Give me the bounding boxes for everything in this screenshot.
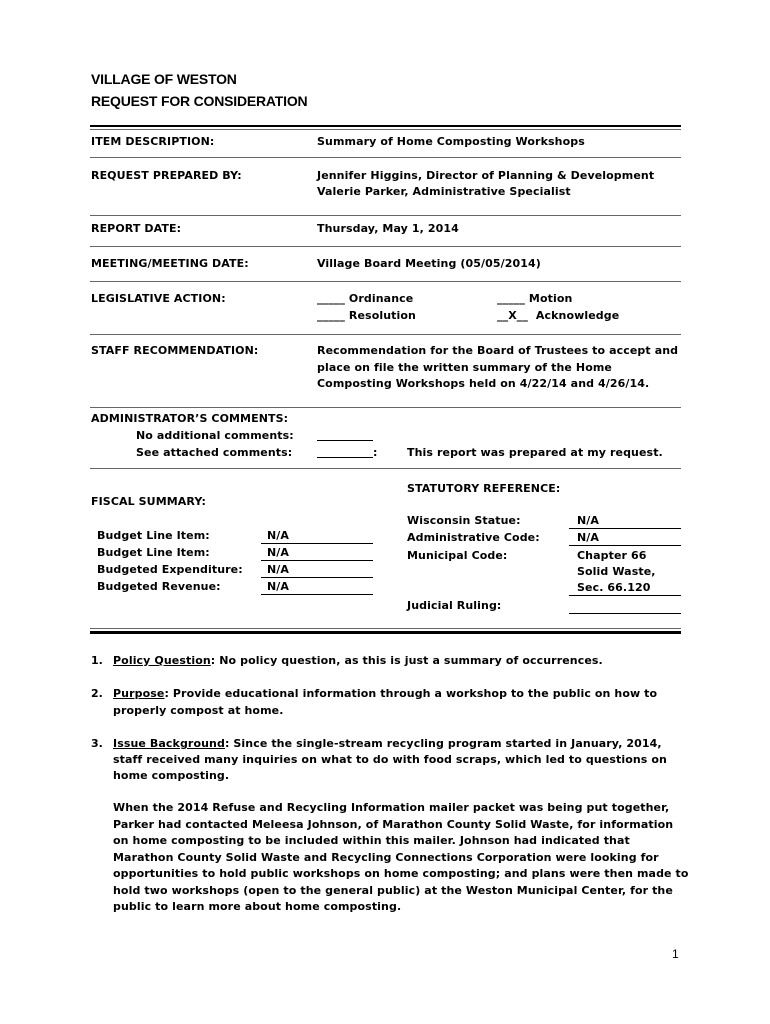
- staff-recommendation-line-3: Composting Workshops held on 4/22/14 and 4/26/14.: [317, 377, 650, 390]
- divider: [90, 215, 681, 216]
- prepared-by-value-2: Valerie Parker, Administrative Specialist: [317, 185, 571, 198]
- paragraph-line: hold two workshops (open to the general public) at the Weston Municipal Center, for the: [113, 884, 673, 897]
- budget-line-item-value: N/A: [267, 546, 290, 559]
- section-3-number: 3.: [91, 737, 103, 750]
- purpose-body-2: properly compost at home.: [113, 704, 284, 717]
- section-1-text: [113, 654, 603, 667]
- purpose-body-1: : Provide educational information through a workshop to the public on how to: [164, 687, 658, 700]
- divider: [90, 334, 681, 335]
- section-3-text: [113, 737, 662, 750]
- municipal-code-value-3: Sec. 66.120: [577, 581, 651, 594]
- issue-background-heading: Issue Background: [113, 737, 225, 750]
- policy-question-heading: Policy Question: [113, 654, 211, 667]
- staff-recommendation-line-2: place on file the written summary of the Home: [317, 361, 612, 374]
- staff-recommendation-label: STAFF RECOMMENDATION:: [91, 344, 259, 357]
- report-date-value: Thursday, May 1, 2014: [317, 222, 459, 235]
- municipal-code-line: [569, 595, 681, 596]
- request-title: REQUEST FOR CONSIDERATION: [91, 93, 308, 109]
- page-number: 1: [672, 947, 679, 961]
- wisconsin-statue-line: [569, 528, 681, 529]
- statutory-reference-label: STATUTORY REFERENCE:: [407, 482, 561, 495]
- item-description-value: Summary of Home Composting Workshops: [317, 135, 585, 148]
- no-comments-blank: [317, 440, 373, 441]
- paragraph-line: Parker had contacted Meleesa Johnson, of Marathon County Solid Waste, for information: [113, 818, 674, 831]
- municipal-code-value-1: Chapter 66: [577, 549, 647, 562]
- budgeted-revenue-value: N/A: [267, 580, 290, 593]
- no-additional-comments-label: No additional comments:: [136, 429, 294, 442]
- budget-line-item-label: Budget Line Item:: [97, 546, 210, 559]
- administrative-code-line: [569, 545, 681, 546]
- administrative-code-value: N/A: [577, 531, 600, 544]
- resolution-option: _____ Resolution: [317, 309, 416, 322]
- report-date-label: REPORT DATE:: [91, 222, 182, 235]
- wisconsin-statue-label: Wisconsin Statue:: [407, 514, 521, 527]
- divider: [90, 281, 681, 282]
- staff-recommendation-line-1: Recommendation for the Board of Trustees to accept and: [317, 344, 679, 357]
- divider: [90, 157, 681, 158]
- administrative-code-label: Administrative Code:: [407, 531, 540, 544]
- budgeted-revenue-label: Budgeted Revenue:: [97, 580, 221, 593]
- paragraph-line: When the 2014 Refuse and Recycling Information mailer packet was being put together,: [113, 801, 670, 814]
- policy-question-body: : No policy question, as this is just a summary of occurrences.: [210, 654, 603, 667]
- legislative-action-label: LEGISLATIVE ACTION:: [91, 292, 226, 305]
- budget-line-item-label: Budget Line Item:: [97, 529, 210, 542]
- acknowledge-label: Acknowledge: [535, 309, 620, 322]
- top-rule: [90, 125, 681, 127]
- budgeted-expenditure-value: N/A: [267, 563, 290, 576]
- acknowledge-option: __X__ Acknowledge: [497, 309, 620, 322]
- see-attached-colon: :: [373, 446, 378, 459]
- paragraph-line: on home composting to be included within this mailer. Johnson had indicated that: [113, 834, 630, 847]
- fiscal-summary-label: FISCAL SUMMARY:: [91, 495, 206, 508]
- purpose-heading: Purpose: [113, 687, 165, 700]
- paragraph-line: Marathon County Solid Waste and Recycling Connections Corporation were looking for: [113, 851, 659, 864]
- ordinance-option: _____ Ordinance: [317, 292, 414, 305]
- budget-line-item-line: [261, 543, 373, 544]
- judicial-ruling-line: [569, 613, 681, 614]
- meeting-date-label: MEETING/MEETING DATE:: [91, 257, 249, 270]
- acknowledge-mark: X: [508, 309, 517, 322]
- judicial-ruling-label: Judicial Ruling:: [407, 599, 502, 612]
- paragraph-line: public to learn more about home composting.: [113, 900, 402, 913]
- divider: [90, 246, 681, 247]
- paragraph-line: opportunities to hold public workshops on home composting; and plans were then made to: [113, 867, 689, 880]
- municipal-code-label: Municipal Code:: [407, 549, 508, 562]
- budget-line-item-value: N/A: [267, 529, 290, 542]
- budget-line-item-line: [261, 560, 373, 561]
- request-note: This report was prepared at my request.: [407, 446, 663, 459]
- bottom-rule-thin: [90, 628, 681, 629]
- meeting-date-value: Village Board Meeting (05/05/2014): [317, 257, 541, 270]
- section-2-number: 2.: [91, 687, 103, 700]
- see-attached-comments-label: See attached comments:: [136, 446, 293, 459]
- village-title: VILLAGE OF WESTON: [91, 71, 237, 87]
- budgeted-revenue-line: [261, 594, 373, 595]
- prepared-by-value-1: Jennifer Higgins, Director of Planning & Development: [317, 169, 655, 182]
- budgeted-expenditure-label: Budgeted Expenditure:: [97, 563, 243, 576]
- divider: [90, 468, 681, 469]
- item-description-label: ITEM DESCRIPTION:: [91, 135, 215, 148]
- see-attached-blank: [317, 457, 373, 458]
- motion-option: _____ Motion: [497, 292, 573, 305]
- section-2-text: [113, 687, 657, 700]
- issue-background-body-3: home composting.: [113, 769, 230, 782]
- prepared-by-label: REQUEST PREPARED BY:: [91, 169, 242, 182]
- administrator-comments-label: ADMINISTRATOR’S COMMENTS:: [91, 412, 289, 425]
- budgeted-expenditure-line: [261, 577, 373, 578]
- top-rule-thin: [90, 129, 681, 130]
- issue-background-body-2: staff received many inquiries on what to do with food scraps, which led to questions on: [113, 753, 667, 766]
- issue-background-body-1: : Since the single-stream recycling program started in January, 2014,: [224, 737, 662, 750]
- wisconsin-statue-value: N/A: [577, 514, 600, 527]
- bottom-rule: [90, 631, 681, 634]
- section-1-number: 1.: [91, 654, 103, 667]
- divider: [90, 407, 681, 408]
- municipal-code-value-2: Solid Waste,: [577, 565, 656, 578]
